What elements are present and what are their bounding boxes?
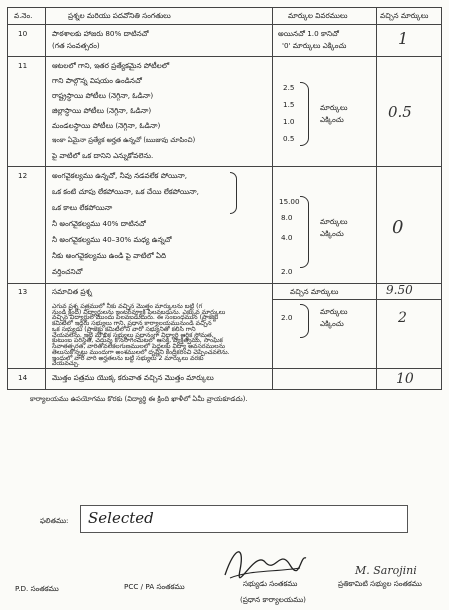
marks-note: ఎక్కించు (320, 229, 344, 238)
row-line: కమిటీలో ఇద్దరు సభ్యులు గాని, ప్రధాన కార్యాలయమునుండి వచ్చిన (52, 320, 212, 328)
marks-value: 4.0 (281, 233, 293, 242)
row-line: వర్తించనిచో (52, 267, 83, 276)
marks-detail: అయినచో 1.0 కానిచో (278, 29, 339, 38)
marks-note: ఎక్కించు (320, 319, 344, 328)
brace-icon (300, 196, 309, 268)
marks-value: 0.5 (283, 134, 295, 143)
row-line: గాని పాల్గొన్న విషయం ఉండినచో (52, 76, 142, 85)
row-line: జిల్లాస్థాయి పోటీలు (నెగ్గినా, ఓడినా) (52, 106, 152, 115)
row-line: ఒక కాలు లేకపోయినా (52, 203, 113, 212)
pcc-signature-label: PCC / PA సంతకము (124, 582, 185, 591)
awarded-mark: 0.5 (388, 103, 412, 121)
awarded-mark: 0 (392, 217, 404, 238)
row-line: ఇంకా ఏమైనా ప్రత్యేక అర్హత ఉన్నచో (ఋజువు చూపించి) (52, 136, 196, 144)
row-line: పాఠశాలకు హాజరు 80% దాటినచో (52, 29, 149, 38)
row-line: తెలుసుకొన్నట్టు ముందుగా అంశములలో దృష్టిని కేంద్రీకరించి చెప్పించవలెను. (52, 348, 230, 356)
row-line: ఒక కంటి చూపు లేకపోయినా, ఒక చేయి లేకపోయినా, (52, 187, 199, 196)
awarded-mark: 2 (398, 310, 407, 326)
awarded-mark: 10 (396, 371, 414, 387)
row-line: అంగవైకల్యము ఉన్నచో, నీవు నడవలేక పోయినా, (52, 171, 188, 180)
row-line: మండలస్థాయి పోటీలు (నెగ్గినా, ఓడినా) (52, 121, 161, 130)
row-line: రాష్ట్రస్థాయి పోటీలు (నెగ్గినా, ఓడినా) (52, 91, 154, 100)
member-signature-label: సభ్యుడు సంతకము (243, 579, 298, 588)
row-line: ఇందులో వారి వారి అర్హతలను బట్టి సభ్యులు 2 మార్కులు వరకు (52, 354, 204, 362)
marks-note: మార్కులు (320, 307, 348, 316)
marks-value: 1.5 (283, 100, 295, 109)
brace-icon (230, 172, 237, 214)
marks-value: 2.0 (281, 313, 293, 322)
row-line: ఒక సభ్యుడు (ప్రాజెక్టు కమిటీలోని వారో సభ్యునితో కలిసి గాని (52, 325, 196, 333)
result-label: ఫలితము: (40, 516, 69, 525)
row-line: మొత్తం పత్రము యొక్క కరువాత వచ్చిన మొత్తం మార్కులు (52, 373, 214, 382)
secretary-signature: M. Sarojini (355, 564, 417, 577)
marks-value: 1.0 (283, 117, 295, 126)
col-header-no: వ.నెం. (14, 11, 33, 20)
row-line: ఆటలలో గాని, ఇతర ప్రత్యేకమైన పోటీలలో (52, 61, 170, 70)
marks-note: ఎక్కించు (320, 115, 344, 124)
marks-note: మార్కులు (320, 103, 348, 112)
brace-icon (300, 82, 309, 146)
secretary-signature-label: ప్రతికామిటి సభ్యుల సంతకము (338, 579, 422, 588)
col-header-awarded: వచ్చిన మార్కులు (380, 11, 429, 20)
row-number: 14 (18, 373, 28, 382)
row-title: సమాచిత ప్రశ్న (52, 287, 92, 296)
row-line: సేవాతత్పరత, వారితోవలేకలగుణములలో పెద్దలకు విద్యా అవసరములను (52, 343, 226, 351)
total-awarded: 9.50 (386, 283, 413, 297)
row-line: నీ అంగవైకల్యము 40–30% మధ్య ఉన్నచో (52, 235, 172, 244)
row-line: ఎగువ ప్రశ్న పత్రములో నీకు వచ్చిన మొత్తం మార్కులను బట్టి (గ (52, 303, 203, 310)
result-value: Selected (88, 509, 154, 527)
row-number: 10 (18, 29, 28, 38)
member-signature-sub: (ప్రధాన కార్యాలయము) (240, 595, 306, 604)
marks-value: 15.00 (279, 197, 300, 206)
marks-header: వచ్చిన మార్కులు (290, 287, 339, 296)
row-line: (గత సంవత్సరం) (52, 41, 100, 50)
marks-value: 2.0 (281, 267, 293, 276)
pd-signature-label: P.D. సంతకము (15, 584, 59, 593)
row-line: చేయవలెను. ఇట్టి మౌఖిక సభ్యులు ప్రధానంగా విద్యార్థి ఆర్థిక స్థోమత, (52, 331, 214, 339)
marks-value: 2.5 (283, 83, 295, 92)
marks-value: 8.0 (281, 213, 293, 222)
row-line: పై వాటిలో ఒక దానిని ఎన్నుకోవలెను. (52, 151, 154, 160)
awarded-mark: 1 (398, 29, 409, 48)
col-header-marks-detail: మార్కుల వివరములు (288, 11, 348, 20)
row-number: 12 (18, 171, 28, 180)
col-header-question: ప్రశ్నల మరియు పదవోనితి సంగతులు (68, 11, 171, 20)
marks-note: మార్కులు (320, 217, 348, 226)
office-use-note: కార్యాలయము ఉపయోగము కొరకు (విద్యార్థి ఈ క్రింది ఖాళీలో ఏమీ వ్రాయకూడదు). (30, 395, 248, 403)
row-line: నీకు అంగవైకల్యము ఉండి పై వాటిలో ఏది (52, 251, 167, 260)
row-line: నుండి క్రింది) విద్యార్థులను ఇంటర్‌వ్యూకి పిలవబడును. ఎక్కువ మార్కులు (52, 308, 226, 316)
row-line: వేయవచ్చు. (52, 360, 80, 368)
row-line: నీ అంగవైకల్యము 40% దాటినచో (52, 219, 146, 228)
brace-icon (300, 304, 309, 338)
row-number: 11 (18, 61, 28, 70)
row-line: వచ్చిన విద్యార్థులే ముందు పిలవబడుదురు. ఈ సంబంధమున (ప్రాజెక్టు (52, 314, 219, 322)
marks-detail: '0' మార్కులు ఎక్కించు (282, 41, 347, 50)
row-line: కుటుంబ పరిస్థితి, చదువు కొనసాగించుటలో ఆసక్తి, వ్యక్తిత్వము, సాంఘిక (52, 337, 223, 345)
row-number: 13 (18, 287, 28, 296)
